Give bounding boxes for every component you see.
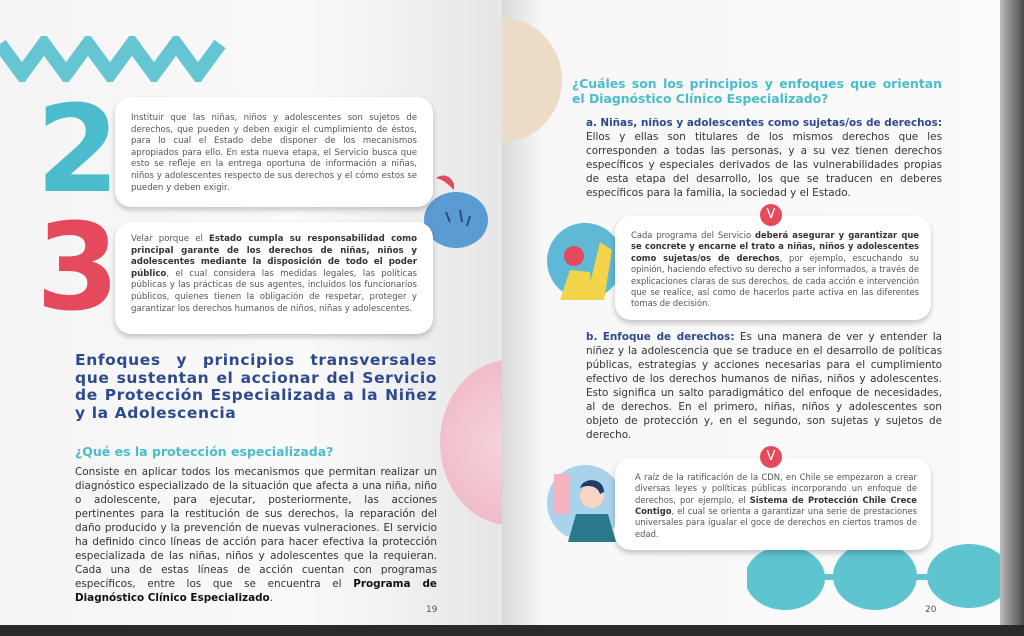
check-badge-icon: V — [760, 204, 782, 226]
callout-a-text: Cada programa del Servicio — [631, 230, 755, 240]
callout-a-end: , por ejemplo, escuchando su opinión, haciendo efectivo su derecho a ser informados, a través de explicaciones claras de sus derechos, de cada acción e intervención que se realice, así como de hacerlos parte activa en las diferentes tomas de decisión. — [631, 252, 919, 309]
item-b-marker: b. — [586, 330, 598, 343]
callout-b-bold: Sistema de Protección Chile Crece Contigo — [635, 494, 917, 517]
callout-box-a — [615, 216, 931, 320]
left-page — [0, 0, 502, 625]
child-illustration-icon — [546, 222, 624, 300]
callout-b — [615, 448, 931, 550]
teal-wave-decoration — [747, 540, 1000, 610]
right-content — [572, 76, 942, 550]
principle-box-3 — [115, 222, 433, 334]
callout-box-b — [615, 458, 931, 550]
body-paragraph — [75, 465, 437, 605]
item-a — [572, 116, 942, 200]
page-number: 20 — [925, 605, 937, 615]
pink-circle-decoration — [440, 360, 502, 525]
tan-circle-decoration — [502, 18, 562, 142]
item-a-title: Niñas, niños y adolescentes como sujetas/os de derechos: — [600, 117, 942, 129]
left-content — [75, 352, 437, 605]
principle-box-2 — [115, 97, 433, 207]
item-a-marker: a. — [586, 117, 597, 129]
item-b-text: Es una manera de ver y entender la niñez y la adolescencia que se traduce en el desarrollo de políticas públicas, estrategias y acciones necesarias para el cumplimiento efectivo de los derechos humanos de niñas, niños y adolescentes. Esto significa un salto paradigmático del enfoque de necesidades, al de derechos. En el primero, niñas, niños y adolescentes son objeto de protección y, en el segundo, son sujetas y sujetos de derecho. — [586, 330, 942, 441]
principle-3-bold: Estado cumpla su responsabilidad como principal garante de los derechos de niñas, niños y adolescentes mediante la disposición de todo el poder público — [131, 234, 417, 279]
check-badge-icon: V — [760, 446, 782, 468]
page-edge-shadow — [1000, 0, 1024, 636]
paragraph-end: . — [269, 592, 273, 604]
subheading: ¿Qué es la protección especializada? — [75, 444, 334, 459]
right-page — [502, 0, 1000, 625]
item-a-text: Ellos y ellas son titulares de los mismos derechos que les corresponden a todas las personas, y a su vez tienen derechos específicos y especiales derivados de las vulnerabilidades propias de esta etapa del desarrollo, los que se traducen en deberes específicos para la familia, la sociedad y el Estado. — [586, 131, 942, 199]
item-b-title: Enfoque de derechos: — [602, 330, 735, 343]
principle-2-text: Instituir que las niñas, niños y adolescentes son sujetos de derechos, que pueden y deben exigir el cumplimiento de éstos, para lo cual el Estado debe disponer de los mecanismos apropiados para ello. En esta nueva etapa, el Servicio busca que esto se refleje en la entrega oportuna de información a niñas, niños y adolescentes respecto de sus derechos y el cómo estos se pueden y deben exigir. — [131, 113, 417, 193]
numeral-2: 2 — [36, 81, 120, 220]
numeral-3: 3 — [36, 199, 120, 338]
callout-a — [615, 207, 931, 320]
section-heading: Enfoques y principios transversales que sustentan el accionar del Servicio de Protección Especializada a la Niñez y la Adolescencia — [75, 351, 437, 422]
callout-b-text: A raíz de la ratificación de la CDN, en Chile se empezaron a crear diversas leyes y políticas públicas incorporando un enfoque de derechos, por ejemplo, el — [635, 471, 917, 505]
item-b — [572, 330, 942, 442]
principle-3-text: Velar porque el — [131, 234, 210, 244]
bottom-edge — [0, 625, 1024, 636]
right-heading: ¿Cuáles son los principios y enfoques que orientan el Diagnóstico Clínico Especializado? — [572, 76, 942, 106]
page-number: 19 — [426, 605, 438, 615]
principle-3-text-end: , el cual considera las medidas legales, las políticas públicas y las prácticas de sus agentes, incluidos los funcionarios públicos, quienes tienen la obligación de respetar, proteger y garantizar los derechos humanos de niños, niñas y adolescentes. — [131, 268, 417, 314]
person-illustration-icon — [546, 464, 624, 542]
callout-a-bold: deberá asegurar y garantizar que se concrete y encarne el trato a niñas, niños y adolescentes como sujetas/os de derechos — [631, 230, 919, 263]
paragraph-text: Consiste en aplicar todos los mecanismos que permitan realizar un diagnóstico especializado de la situación que afecta a una niña, niño o adolescente, para ejecutar, posteriormente, las acciones pertinentes para la restitución de sus derechos, la reparación del daño producido y la prevención de nuevas vulneraciones. El servicio ha definido cinco líneas de acción para hacer efectiva la protección especializada de las niñas, niños y adolescentes que la requieran. Cada una de estas líneas de acción cuentan con programas específicos, entre los que se encuentra el — [75, 466, 437, 590]
paragraph-bold: Programa de Diagnóstico Clínico Especializado — [75, 578, 437, 604]
zigzag-decoration — [0, 36, 230, 82]
callout-b-end: , el cual se orienta a garantizar una serie de prestaciones universales para igualar el goce de derechos en ciertos tramos de edad. — [635, 506, 917, 539]
